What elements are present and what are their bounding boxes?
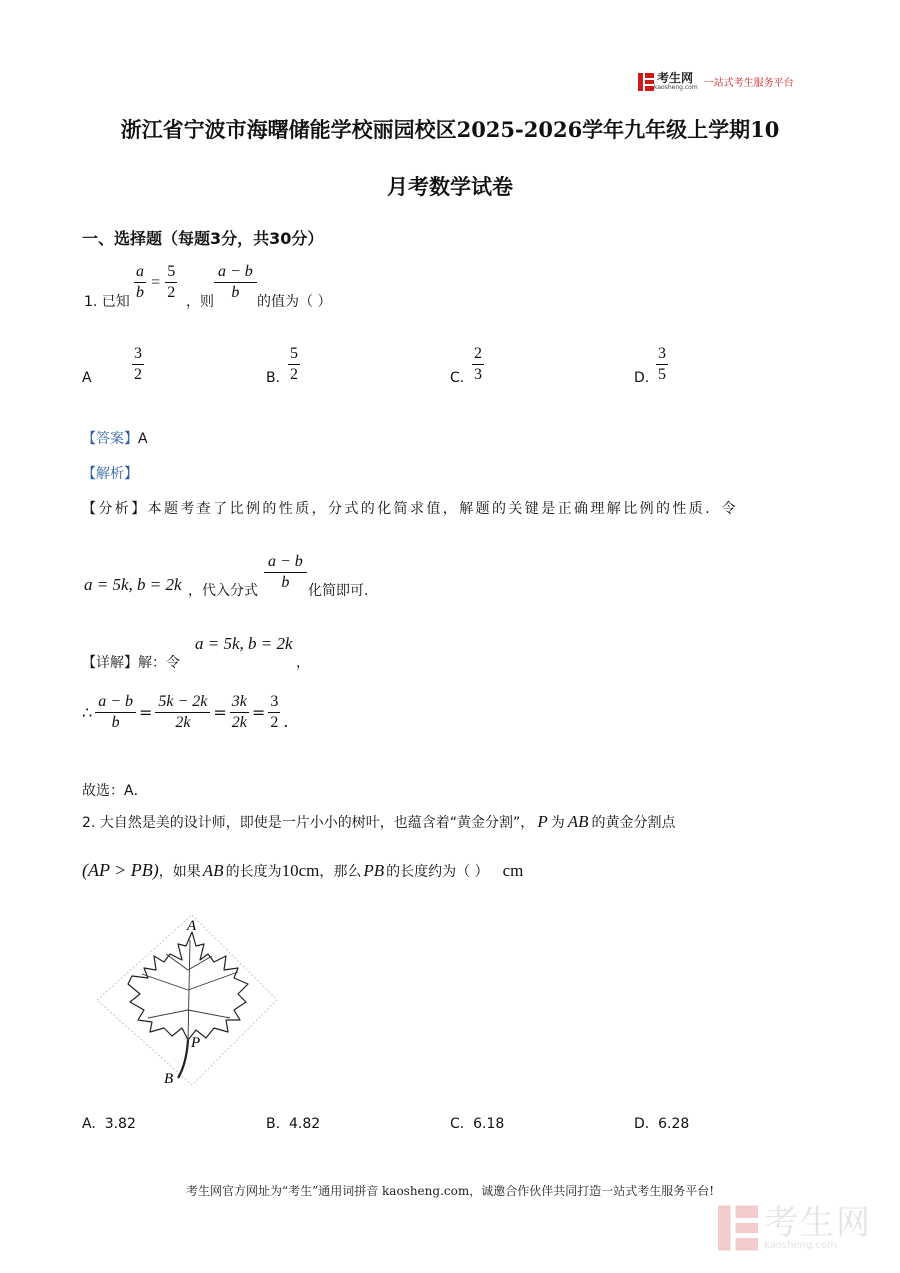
q1-option-b-frac <box>288 344 300 385</box>
frac-den: 2 <box>270 714 279 731</box>
analysis-label: 【解析】 <box>82 466 138 482</box>
q2-line1-a: 2. 大自然是美的设计师，即使是一片小小的树叶，也蕴含着“黄金分割”， <box>82 815 535 831</box>
q2-point-p: P <box>537 812 548 831</box>
kaosheng-logo-icon <box>638 73 654 91</box>
answer-value: A <box>138 431 148 447</box>
watermark <box>718 1202 872 1251</box>
q1-analysis-frac <box>264 552 307 593</box>
leaf-diagram <box>92 910 282 1090</box>
watermark-logo-icon <box>718 1205 758 1251</box>
q1-detail-math: a = 5k, b = 2k <box>195 634 293 653</box>
q2-length: 10cm <box>281 861 320 880</box>
q1-given-rfrac <box>165 262 177 303</box>
frac-den: 2 <box>167 284 176 301</box>
label-b: B <box>164 1071 174 1087</box>
q1-option-d-label: D. <box>634 370 650 386</box>
logo-domain: kaosheng.com <box>654 84 698 91</box>
q1-analysis-text3: 化简即可. <box>308 583 369 599</box>
header-logo <box>638 72 794 91</box>
q2-unit: cm <box>502 861 524 880</box>
q2-condition: (AP > PB) <box>82 860 159 880</box>
page-title-line1: 浙江省宁波市海曙储能学校丽园校区2025-2026学年九年级上学期10 <box>120 117 780 142</box>
q2-segment-ab: AB <box>202 861 224 880</box>
q1-analysis-text2: ，代入分式 <box>188 583 258 599</box>
label-a: A <box>187 918 197 934</box>
frac-num: 5k − 2k <box>155 692 210 713</box>
q1-derivation <box>82 692 288 733</box>
q1-option-b-label: B. <box>266 370 281 386</box>
leaf-stem <box>178 1040 188 1078</box>
q2-option-c <box>450 1116 504 1132</box>
label-p: P <box>191 1035 201 1051</box>
watermark-brand: 考生网 <box>764 1202 872 1243</box>
section-heading: 一、选择题（每题3分，共30分） <box>82 229 324 248</box>
frac-num: a − b <box>214 262 257 283</box>
q1-given <box>134 262 177 303</box>
watermark-domain: kaosheng.com <box>764 1239 837 1251</box>
q2-line2-c: ，那么 <box>319 864 362 880</box>
logo-text <box>654 72 698 91</box>
q1-expr-frac <box>214 262 257 303</box>
frac-den: 5 <box>658 366 666 383</box>
q2-segment-pb: PB <box>363 861 385 880</box>
option-value: 3.82 <box>104 1116 136 1132</box>
frac-num: 3k <box>230 692 249 713</box>
frac-num: a <box>134 262 146 283</box>
frac-num: a − b <box>264 552 307 573</box>
frac-den: b <box>111 714 120 731</box>
q2-leaf-figure <box>92 910 282 1090</box>
q1-then: ，则 <box>186 294 214 310</box>
answer-label: 【答案】 <box>82 431 138 447</box>
q1-expr <box>214 262 257 303</box>
q2-line2 <box>82 860 523 881</box>
frac-num: 3 <box>656 344 668 365</box>
q1-option-a-label: A <box>82 370 92 386</box>
q1-detail-comma: ， <box>296 655 310 671</box>
q1-analysis-text: 【分析】本题考查了比例的性质，分式的化简求值，解题的关键是正确理解比例的性质．令 <box>82 501 738 517</box>
frac-den: 2k <box>231 714 247 731</box>
frac-num: 3 <box>268 692 280 713</box>
q2-segment-ab: AB <box>567 812 589 831</box>
watermark-text <box>764 1202 872 1251</box>
leaf-veins <box>142 940 238 1040</box>
q1-suffix: 的值为（ ） <box>257 294 332 310</box>
option-label: B. <box>266 1116 281 1132</box>
q1-choice: 故选：A． <box>82 783 148 799</box>
equals-sign: = <box>251 703 266 722</box>
q1-prefix: 1. 已知 <box>84 294 130 310</box>
q2-line1 <box>82 812 675 832</box>
frac-den: 2k <box>175 714 191 731</box>
equals-sign: = <box>138 703 153 722</box>
q2-option-a <box>82 1116 136 1132</box>
frac-den: 3 <box>474 366 482 383</box>
q2-line2-d: 的长度约为（ ） <box>386 864 489 880</box>
q1-option-d-frac <box>656 344 668 385</box>
q2-line1-c: 的黄金分割点 <box>591 815 676 831</box>
q1-analysis-math: a = 5k, b = 2k <box>84 575 182 594</box>
frac-num: 3 <box>132 344 144 365</box>
frac-den: 2 <box>134 366 142 383</box>
frac-den: b <box>231 284 240 301</box>
frac-num: 5 <box>288 344 300 365</box>
logo-slogan: 一站式考生服务平台 <box>703 78 794 89</box>
q1-detail-label: 【详解】解：令 <box>82 655 180 671</box>
q2-option-d <box>634 1116 689 1132</box>
frac-den: 2 <box>290 366 298 383</box>
equals-sign: = <box>213 703 227 722</box>
period: . <box>283 712 289 731</box>
option-value: 6.28 <box>658 1116 690 1132</box>
option-value: 6.18 <box>473 1116 505 1132</box>
q2-line2-a: ，如果 <box>158 864 201 880</box>
therefore-sign: ∴ <box>82 703 93 722</box>
option-label: C. <box>450 1116 465 1132</box>
q1-answer <box>82 428 148 448</box>
q2-line2-b: 的长度为 <box>225 864 282 880</box>
q1-option-a-frac <box>132 344 144 385</box>
logo-brand: 考生网 <box>657 71 694 85</box>
footer-text: 考生网官方网址为“考生”通用词拼音 kaosheng.com，诚邀合作伙伴共同打造一站式考生服务平台! <box>185 1184 715 1198</box>
frac-den: b <box>136 284 144 301</box>
equals-sign: = <box>151 274 161 291</box>
q2-line1-b: 为 <box>550 815 565 831</box>
option-label: D. <box>634 1116 650 1132</box>
frac-num: 2 <box>472 344 484 365</box>
q2-option-b <box>266 1116 320 1132</box>
q1-option-c-label: C. <box>450 370 465 386</box>
q1-given-frac <box>134 262 146 303</box>
option-label: A. <box>82 1116 96 1132</box>
option-value: 4.82 <box>288 1116 321 1132</box>
q1-option-c-frac <box>472 344 484 385</box>
frac-num: a − b <box>95 692 136 713</box>
page-title-line2: 月考数学试卷 <box>387 174 513 199</box>
frac-num: 5 <box>165 262 177 283</box>
frac-den: b <box>281 574 290 591</box>
